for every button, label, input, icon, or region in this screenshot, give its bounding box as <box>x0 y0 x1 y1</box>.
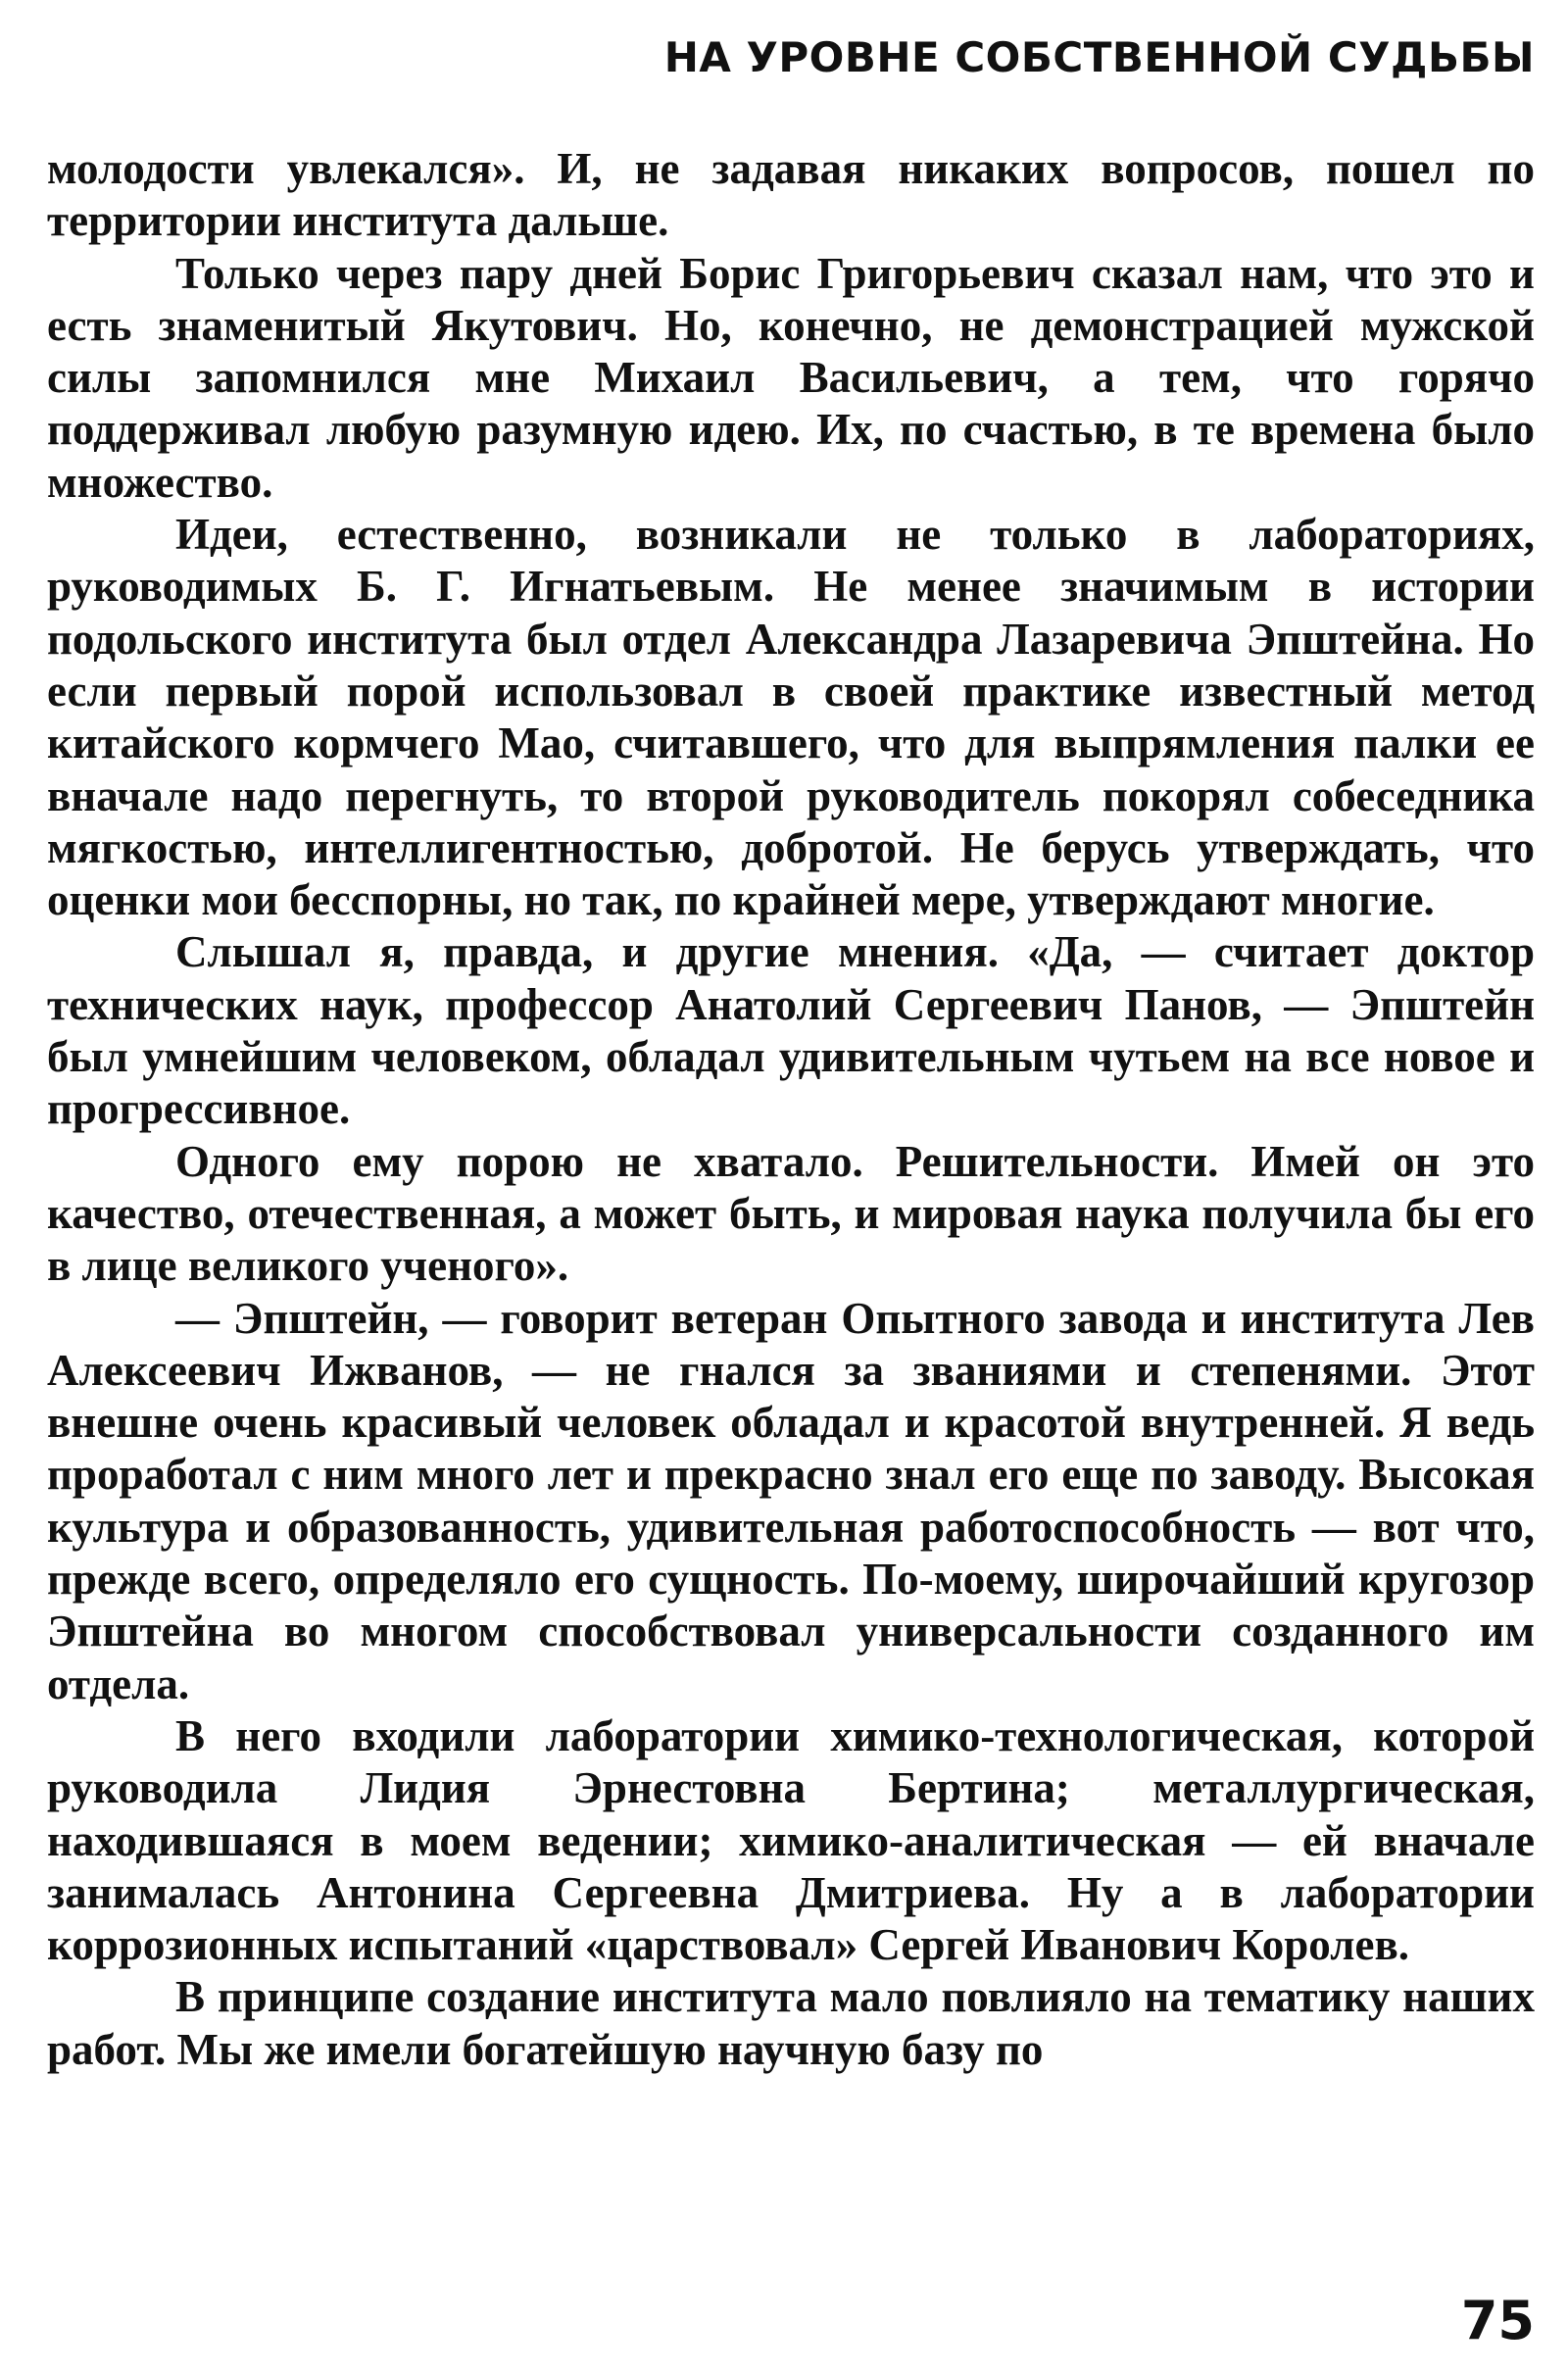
paragraph: В него входили лаборатории химико-технологическая, которой руководила Лидия Эрнестовна Бертина; металлургическая, находившаяся в моем ведении; химико-аналитическая — ей вначале занималась Антонина Сергеевна Дмитриева. Ну а в лаборатории коррозионных испытаний «царствовал» Сергей Иванович Королев. <box>47 1710 1535 1970</box>
paragraph: Слышал я, правда, и другие мнения. «Да, — считает доктор технических наук, профессор Анатолий Сергеевич Панов, — Эпштейн был умнейшим человеком, обладал удивительным чутьем на все новое и прогрессивное. <box>47 927 1535 1134</box>
paragraph: Идеи, естественно, возникали не только в лабораториях, руководимых Б. Г. Игнатьевым. Не менее значимым в истории подольского института был отдел Александра Лазаревича Эпштейна. Но если первый порой использовал в своей практике известный метод китайского кормчего Мао, считавшего, что для выпрямления палки ее вначале надо перегнуть, то второй руководитель покорял собеседника мягкостью, интеллигентностью, добротой. Не берусь утверждать, что оценки мои бесспорны, но так, по крайней мере, утверждают многие. <box>47 510 1535 925</box>
book-page <box>47 0 1535 2373</box>
paragraph-continuation: молодости увлекался». И, не задавая никаких вопросов, пошел по территории института дальше. <box>47 144 1535 246</box>
paragraph: Одного ему порою не хватало. Решительности. Имей он это качество, отечественная, а может быть, и мировая наука получила бы его в лице великого ученого». <box>47 1136 1535 1291</box>
running-header: НА УРОВНЕ СОБСТВЕННОЙ СУДЬБЫ <box>663 33 1535 81</box>
paragraph: — Эпштейн, — говорит ветеран Опытного завода и института Лев Алексеевич Ижванов, — не гнался за званиями и степенями. Этот внешне очень красивый человек обладал и красотой внутренней. Я ведь проработал с ним много лет и прекрасно знал его еще по заводу. Высокая культура и образованность, удивительная работоспособность — вот что, прежде всего, определяло его сущность. По-моему, широчайший кругозор Эпштейна во многом способствовал универсальности созданного им отдела. <box>47 1293 1535 1708</box>
paragraph: Только через пару дней Борис Григорьевич сказал нам, что это и есть знаменитый Якутович. Но, конечно, не демонстрацией мужской силы запомнился мне Михаил Васильевич, а тем, что горячо поддерживал любую разумную идею. Их, по счастью, в те времена было множество. <box>47 248 1535 507</box>
body-text <box>47 143 1535 2076</box>
paragraph: В принципе создание института мало повлияло на тематику наших работ. Мы же имели богатейшую научную базу по <box>47 1972 1535 2074</box>
page-number: 75 <box>1460 2290 1535 2351</box>
